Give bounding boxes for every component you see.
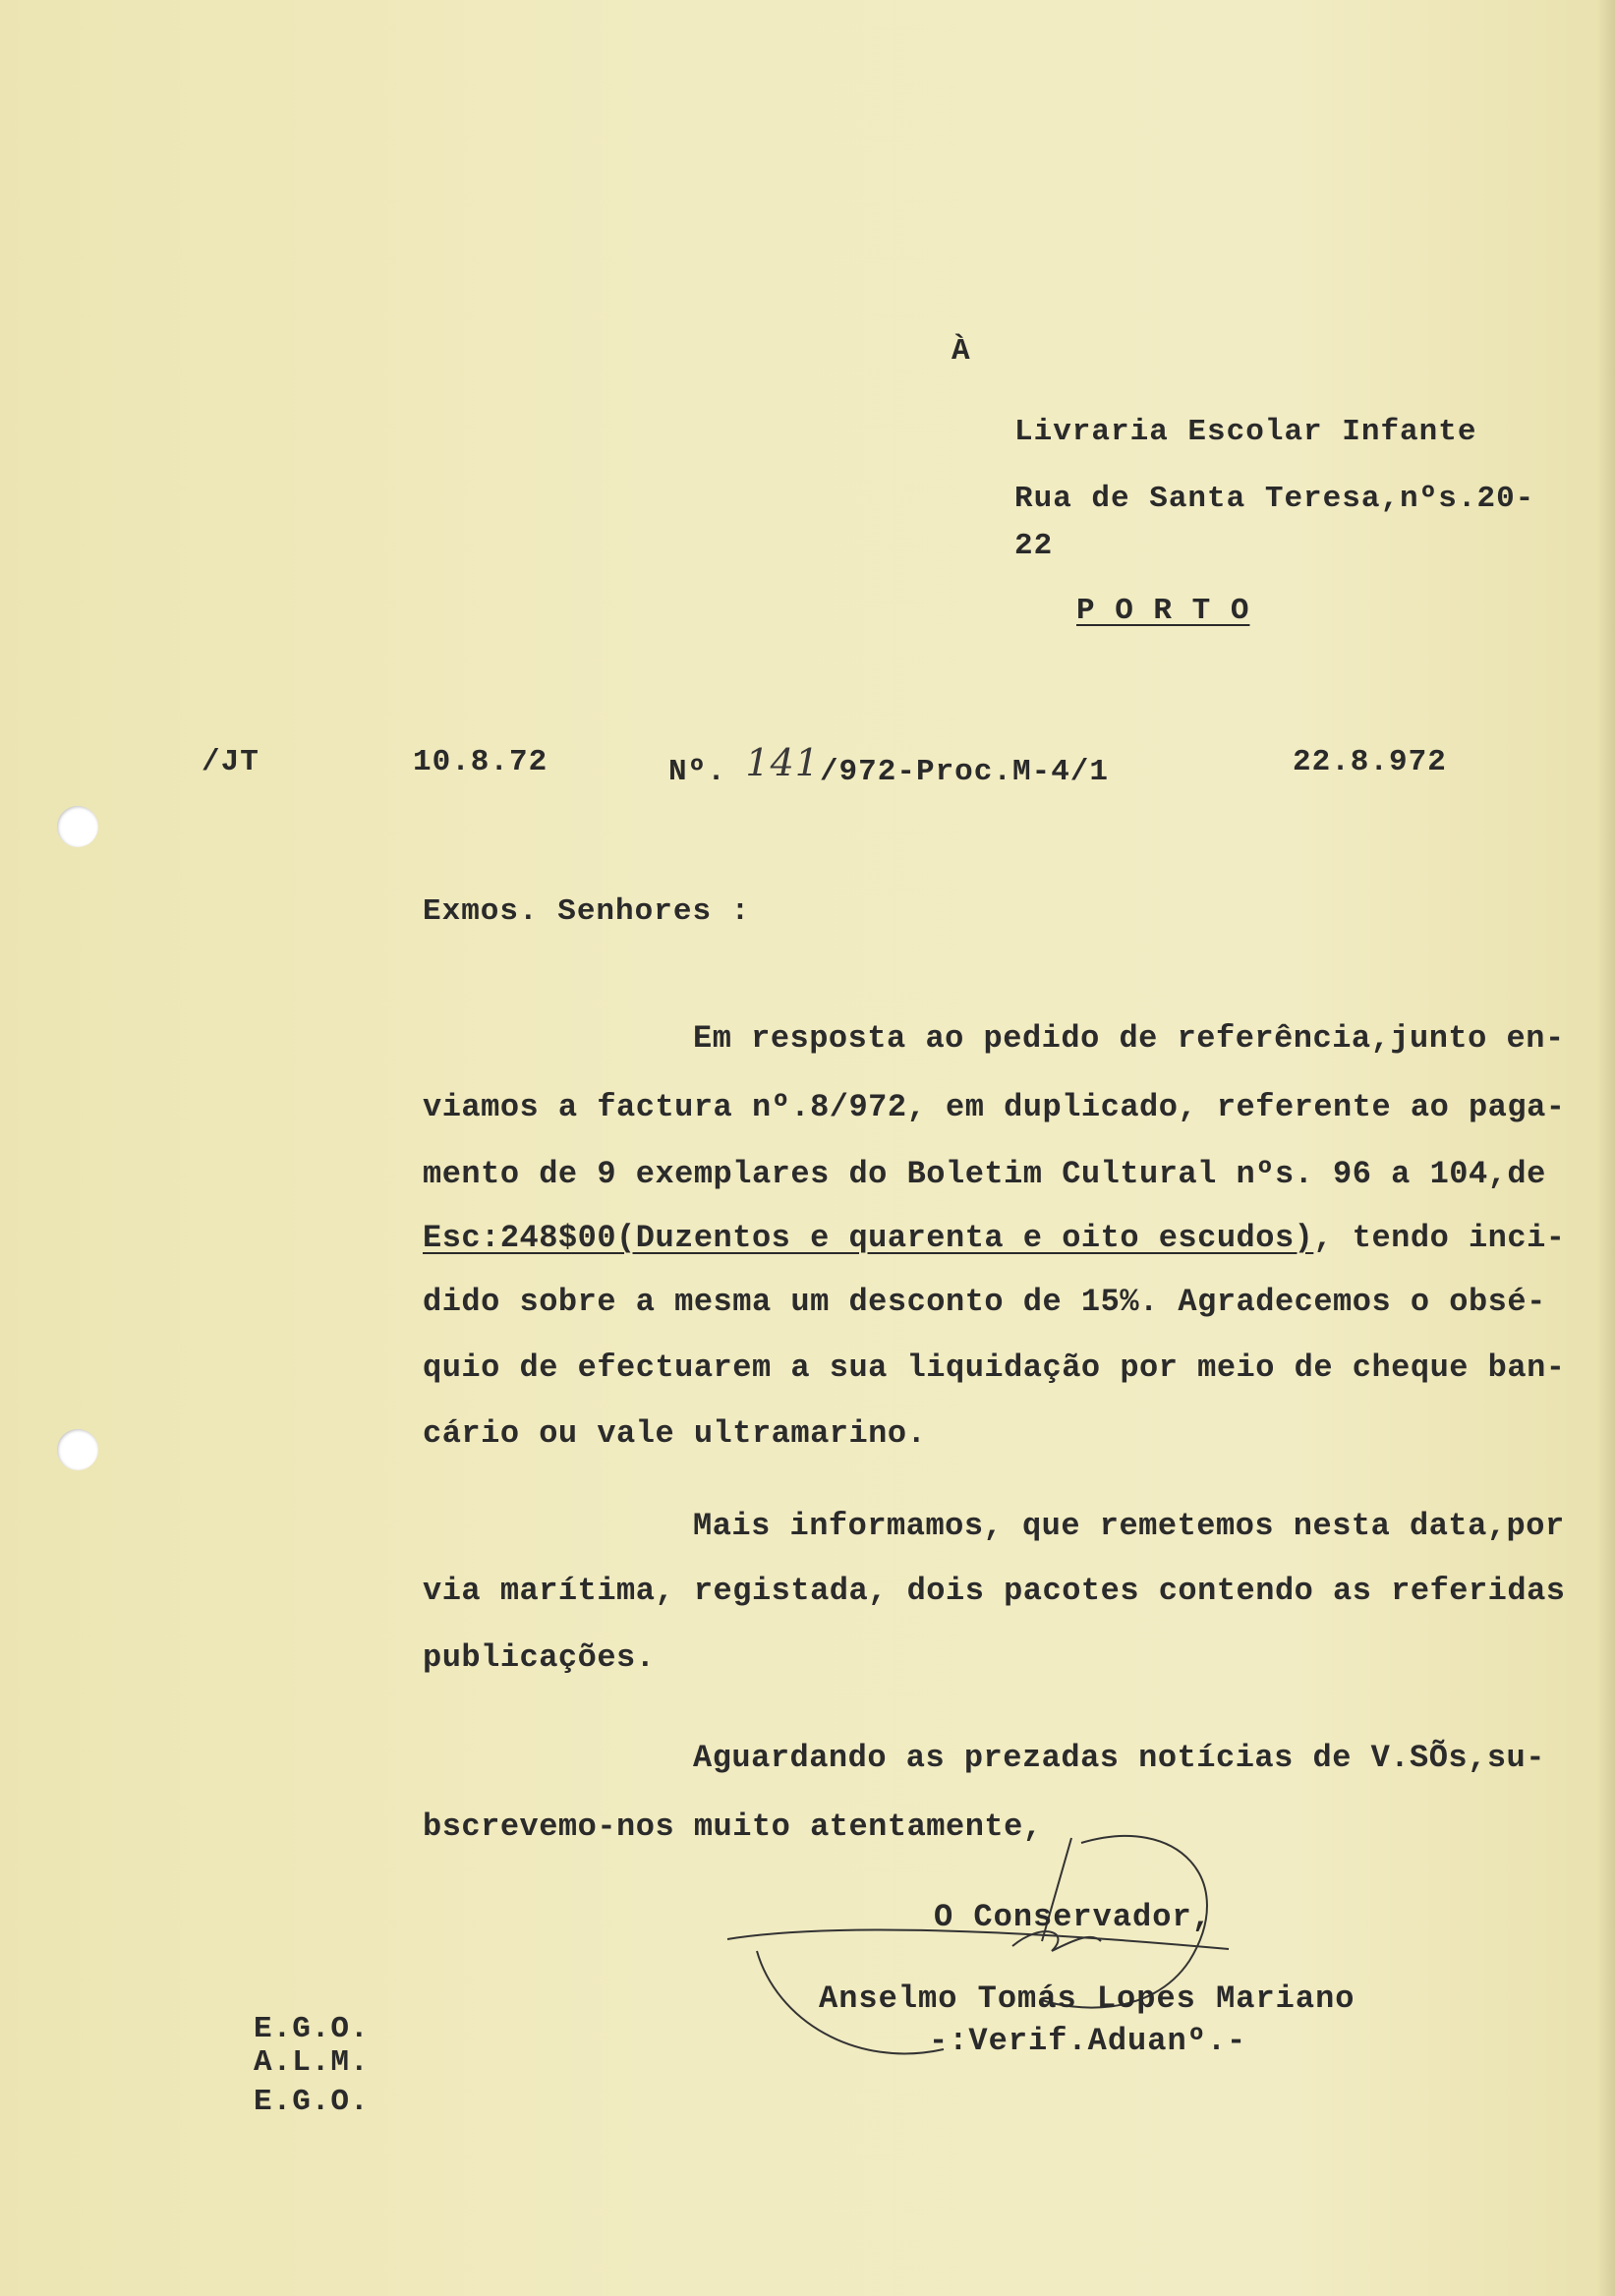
paragraph2-line3: publicações. (423, 1639, 656, 1676)
reference-their-date: 10.8.72 (413, 745, 548, 779)
copy-initials-1: E.G.O. (254, 2012, 370, 2046)
amount-underlined: Esc:248$00(Duzentos e quarenta e oito escudos) (423, 1220, 1314, 1256)
reference-date: 22.8.972 (1293, 745, 1447, 779)
copy-initials-2: A.L.M. (254, 2045, 370, 2080)
line4-rest: , tendo inci- (1313, 1220, 1566, 1256)
paragraph1-line3: mento de 9 exemplares do Boletim Cultural nºs. 96 a 104,de (423, 1156, 1546, 1192)
paragraph1-line5: dido sobre a mesma um desconto de 15%. Agradecemos o obsé- (423, 1284, 1546, 1320)
recipient-street-1: Rua de Santa Teresa,nºs.20- (1014, 482, 1535, 516)
closing-title: O Conservador, (934, 1899, 1212, 1935)
number-handwritten: 141 (745, 741, 820, 784)
recipient-street-2: 22 (1014, 529, 1054, 563)
number-suffix: /972-Proc.M-4/1 (819, 755, 1109, 789)
greeting: Exmos. Senhores : (423, 894, 751, 929)
reference-number (668, 741, 1109, 789)
salutation-to: À (952, 334, 971, 369)
recipient-name: Livraria Escolar Infante (1014, 415, 1477, 449)
paragraph3-line2: bscrevemo-nos muito atentamente, (423, 1808, 1043, 1845)
punch-hole (57, 806, 98, 847)
paragraph1-line6: quio de efectuarem a sua liquidação por meio de cheque ban- (423, 1349, 1566, 1386)
signatory-role: -:Verif.Aduanº.- (929, 2023, 1247, 2059)
recipient-city: P O R T O (1076, 594, 1250, 628)
paragraph1-line1: Em resposta ao pedido de referência,junto en- (693, 1020, 1565, 1057)
paragraph1-line7: cário ou vale ultramarino. (423, 1415, 927, 1452)
reference-initials: /JT (202, 745, 260, 779)
signatory-name: Anselmo Tomás Lopes Mariano (819, 1980, 1355, 2017)
paragraph3-line1: Aguardando as prezadas notícias de V.SÕs,su- (693, 1740, 1545, 1776)
paragraph2-line2: via marítima, registada, dois pacotes contendo as referidas (423, 1573, 1566, 1609)
punch-hole (57, 1429, 98, 1470)
copy-initials-3: E.G.O. (254, 2085, 370, 2119)
paragraph2-line1: Mais informamos, que remetemos nesta data,por (693, 1508, 1565, 1544)
number-prefix: Nº. (668, 755, 726, 789)
paragraph1-line4 (423, 1220, 1573, 1256)
paragraph1-line2: viamos a factura nº.8/972, em duplicado, referente ao paga- (423, 1089, 1566, 1125)
